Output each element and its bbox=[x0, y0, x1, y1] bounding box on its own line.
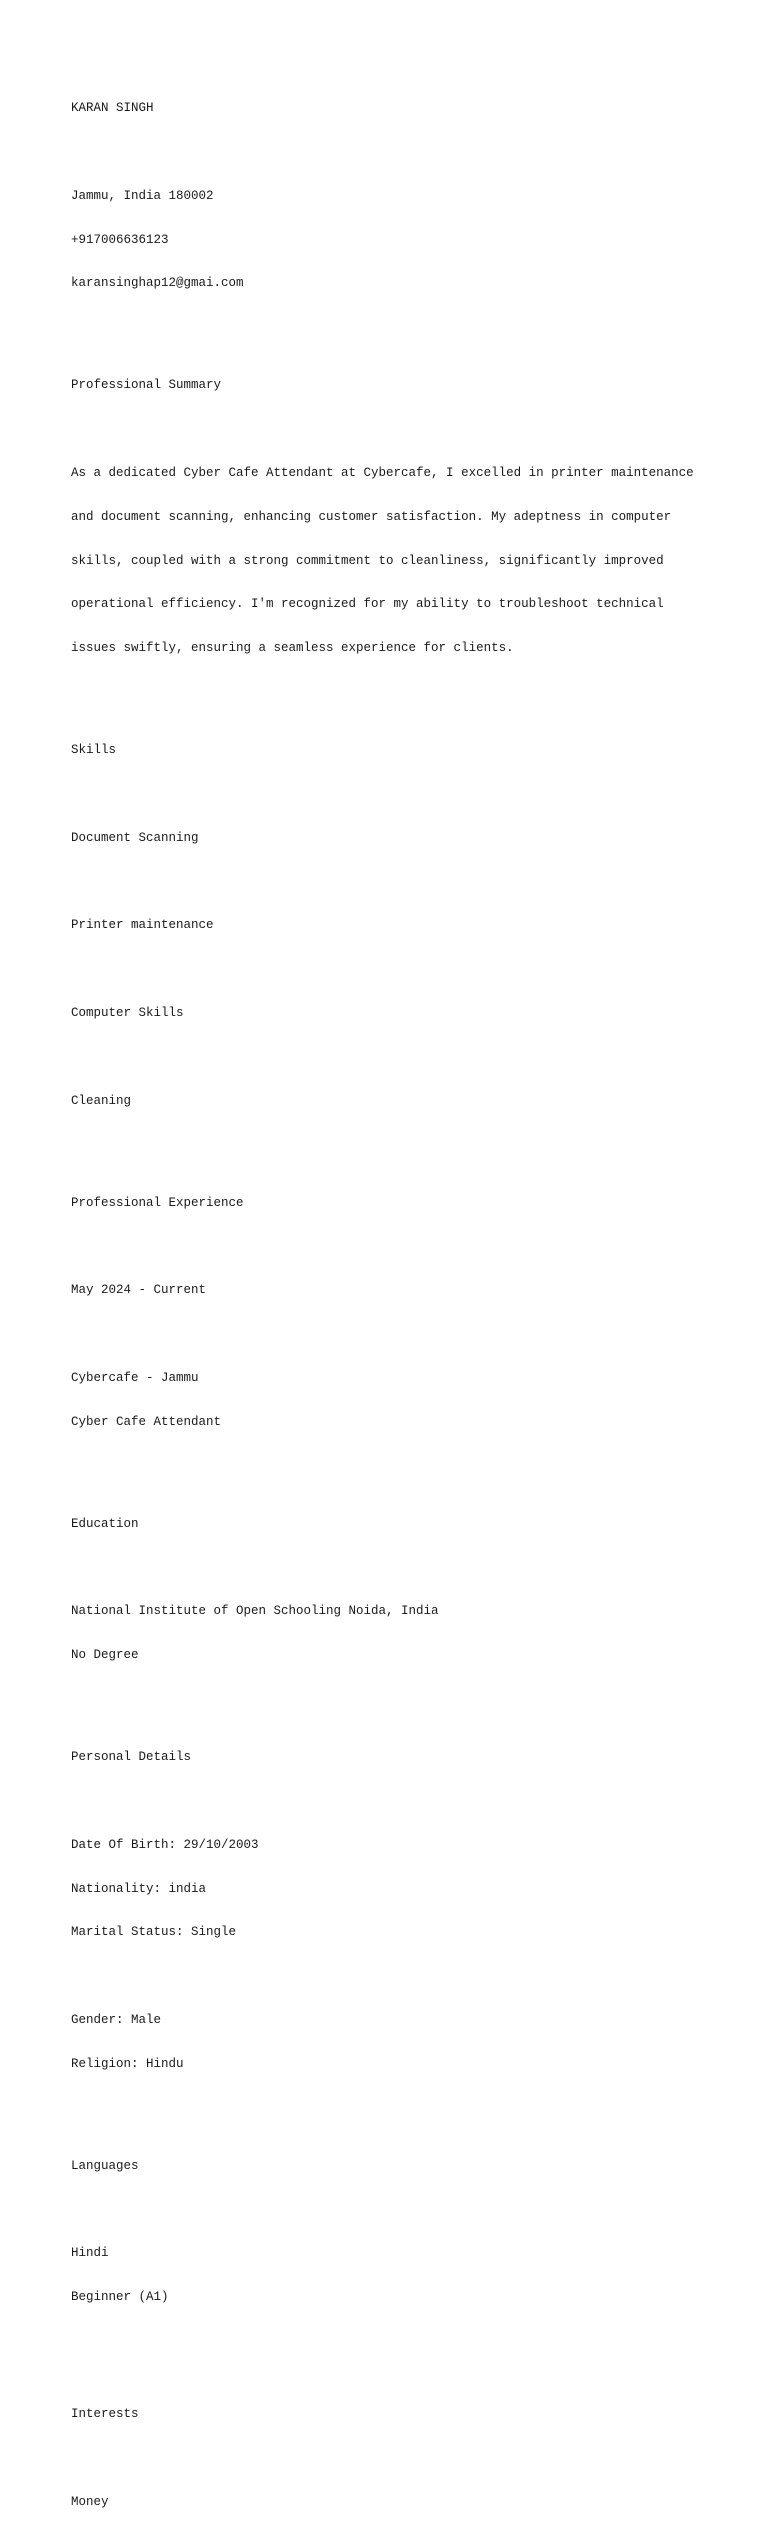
skills-heading: Skills bbox=[71, 743, 117, 758]
candidate-name: KARAN SINGH bbox=[71, 101, 154, 116]
address-line: Jammu, India 180002 bbox=[71, 188, 214, 203]
summary-line-2: and document scanning, enhancing customer satisfaction. My adeptness in computer bbox=[71, 509, 672, 524]
experience-dates: May 2024 - Current bbox=[71, 1283, 207, 1298]
personal-heading: Personal Details bbox=[71, 1750, 192, 1765]
personal-dob: Date Of Birth: 29/10/2003 bbox=[71, 1837, 259, 1852]
summary-heading: Professional Summary bbox=[71, 378, 222, 393]
personal-nationality: Nationality: india bbox=[71, 1881, 207, 1896]
education-institution: National Institute of Open Schooling Noida, India bbox=[71, 1604, 439, 1619]
education-heading: Education bbox=[71, 1516, 139, 1531]
interest-item: Money bbox=[71, 2494, 109, 2509]
education-degree: No Degree bbox=[71, 1648, 139, 1663]
interests-heading: Interests bbox=[71, 2407, 139, 2421]
language-name: Hindi bbox=[71, 2246, 109, 2261]
personal-gender: Gender: Male bbox=[71, 2012, 162, 2027]
summary-line-4: operational efficiency. I'm recognized for my ability to troubleshoot technical bbox=[71, 597, 664, 612]
skill-item: Computer Skills bbox=[71, 1006, 184, 1020]
personal-religion: Religion: Hindu bbox=[71, 2056, 184, 2071]
skill-item: Printer maintenance bbox=[71, 918, 214, 933]
summary-line-5: issues swiftly, ensuring a seamless experience for clients. bbox=[71, 641, 514, 656]
phone-line: +917006636123 bbox=[71, 232, 169, 247]
skill-item: Document Scanning bbox=[71, 830, 199, 845]
language-level: Beginner (A1) bbox=[71, 2290, 169, 2305]
languages-heading: Languages bbox=[71, 2158, 139, 2173]
summary-line-1: As a dedicated Cyber Cafe Attendant at Cybercafe, I excelled in printer maintenance bbox=[71, 466, 694, 481]
experience-title: Cyber Cafe Attendant bbox=[71, 1414, 222, 1429]
email-line: karansinghap12@gmai.com bbox=[71, 276, 244, 291]
experience-heading: Professional Experience bbox=[71, 1195, 244, 1210]
resume-document bbox=[71, 72, 721, 2524]
skill-item: Cleaning bbox=[71, 1093, 132, 1108]
personal-marital: Marital Status: Single bbox=[71, 1925, 237, 1940]
experience-employer: Cybercafe - Jammu bbox=[71, 1370, 199, 1385]
summary-line-3: skills, coupled with a strong commitment to cleanliness, significantly improved bbox=[71, 553, 664, 568]
